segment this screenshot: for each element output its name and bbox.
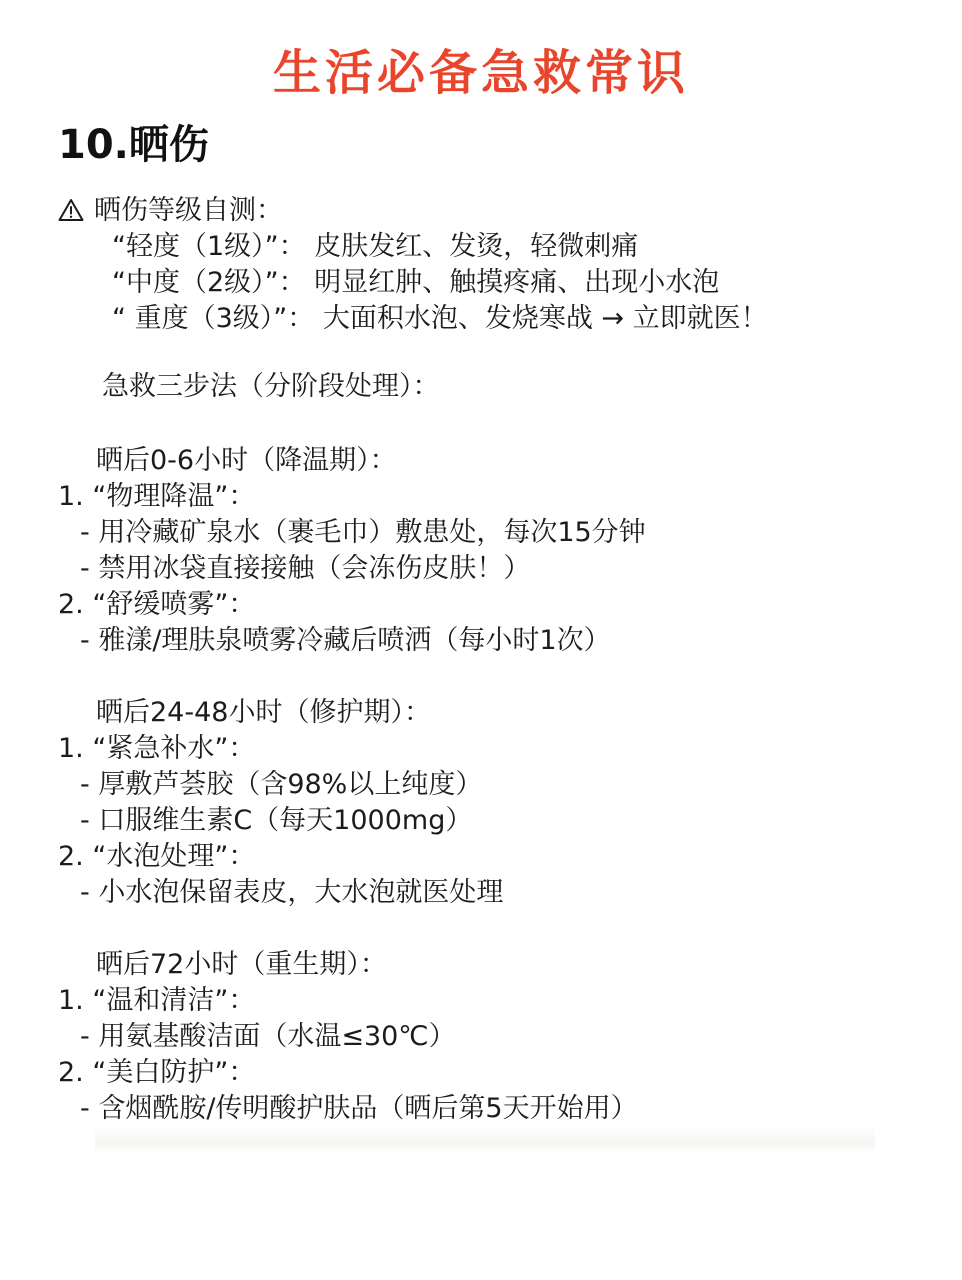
stage-heading: 晒后0-6小时（降温期）： <box>96 445 397 476</box>
step-item: - 禁用冰袋直接接触（会冻伤皮肤！） <box>80 553 531 584</box>
warning-triangle-icon <box>58 198 84 222</box>
step-item: - 口服维生素C（每天1000mg） <box>80 805 473 836</box>
section-title: 10.晒伤 <box>58 122 209 168</box>
step-item: - 含烟酰胺/传明酸护肤品（晒后第5天开始用） <box>80 1093 638 1124</box>
step-title: 1. “温和清洁”： <box>58 985 256 1016</box>
level-severe: “ 重度（3级）”： 大面积水泡、发烧寒战 → 立即就医！ <box>112 303 768 334</box>
step-title: 2. “舒缓喷雾”： <box>58 589 256 620</box>
selftest-heading-line <box>58 193 283 229</box>
step-item: - 小水泡保留表皮，大水泡就医处理 <box>80 877 504 908</box>
paper-shadow <box>95 1125 875 1155</box>
step-title: 2. “美白防护”： <box>58 1057 256 1088</box>
step-title: 1. “物理降温”： <box>58 481 256 512</box>
level-mild: “轻度（1级）”： 皮肤发红、发烫，轻微刺痛 <box>112 231 639 262</box>
step-item: - 用氨基酸洁面（水温≤30℃） <box>80 1021 456 1052</box>
step-item: - 雅漾/理肤泉喷雾冷藏后喷洒（每小时1次） <box>80 625 611 656</box>
selftest-heading: 晒伤等级自测： <box>94 195 283 226</box>
step-item: - 厚敷芦荟胶（含98%以上纯度） <box>80 769 483 800</box>
step-item: - 用冷藏矿泉水（裹毛巾）敷患处，每次15分钟 <box>80 517 646 548</box>
stage-heading: 晒后24-48小时（修护期）： <box>96 697 431 728</box>
step-title: 1. “紧急补水”： <box>58 733 256 764</box>
page-title: 生活必备急救常识 <box>272 45 689 101</box>
method-heading: 急救三步法（分阶段处理）： <box>102 371 440 402</box>
level-moderate: “中度（2级）”： 明显红肿、触摸疼痛、出现小水泡 <box>112 267 720 298</box>
step-title: 2. “水泡处理”： <box>58 841 256 872</box>
stage-heading: 晒后72小时（重生期）： <box>96 949 387 980</box>
